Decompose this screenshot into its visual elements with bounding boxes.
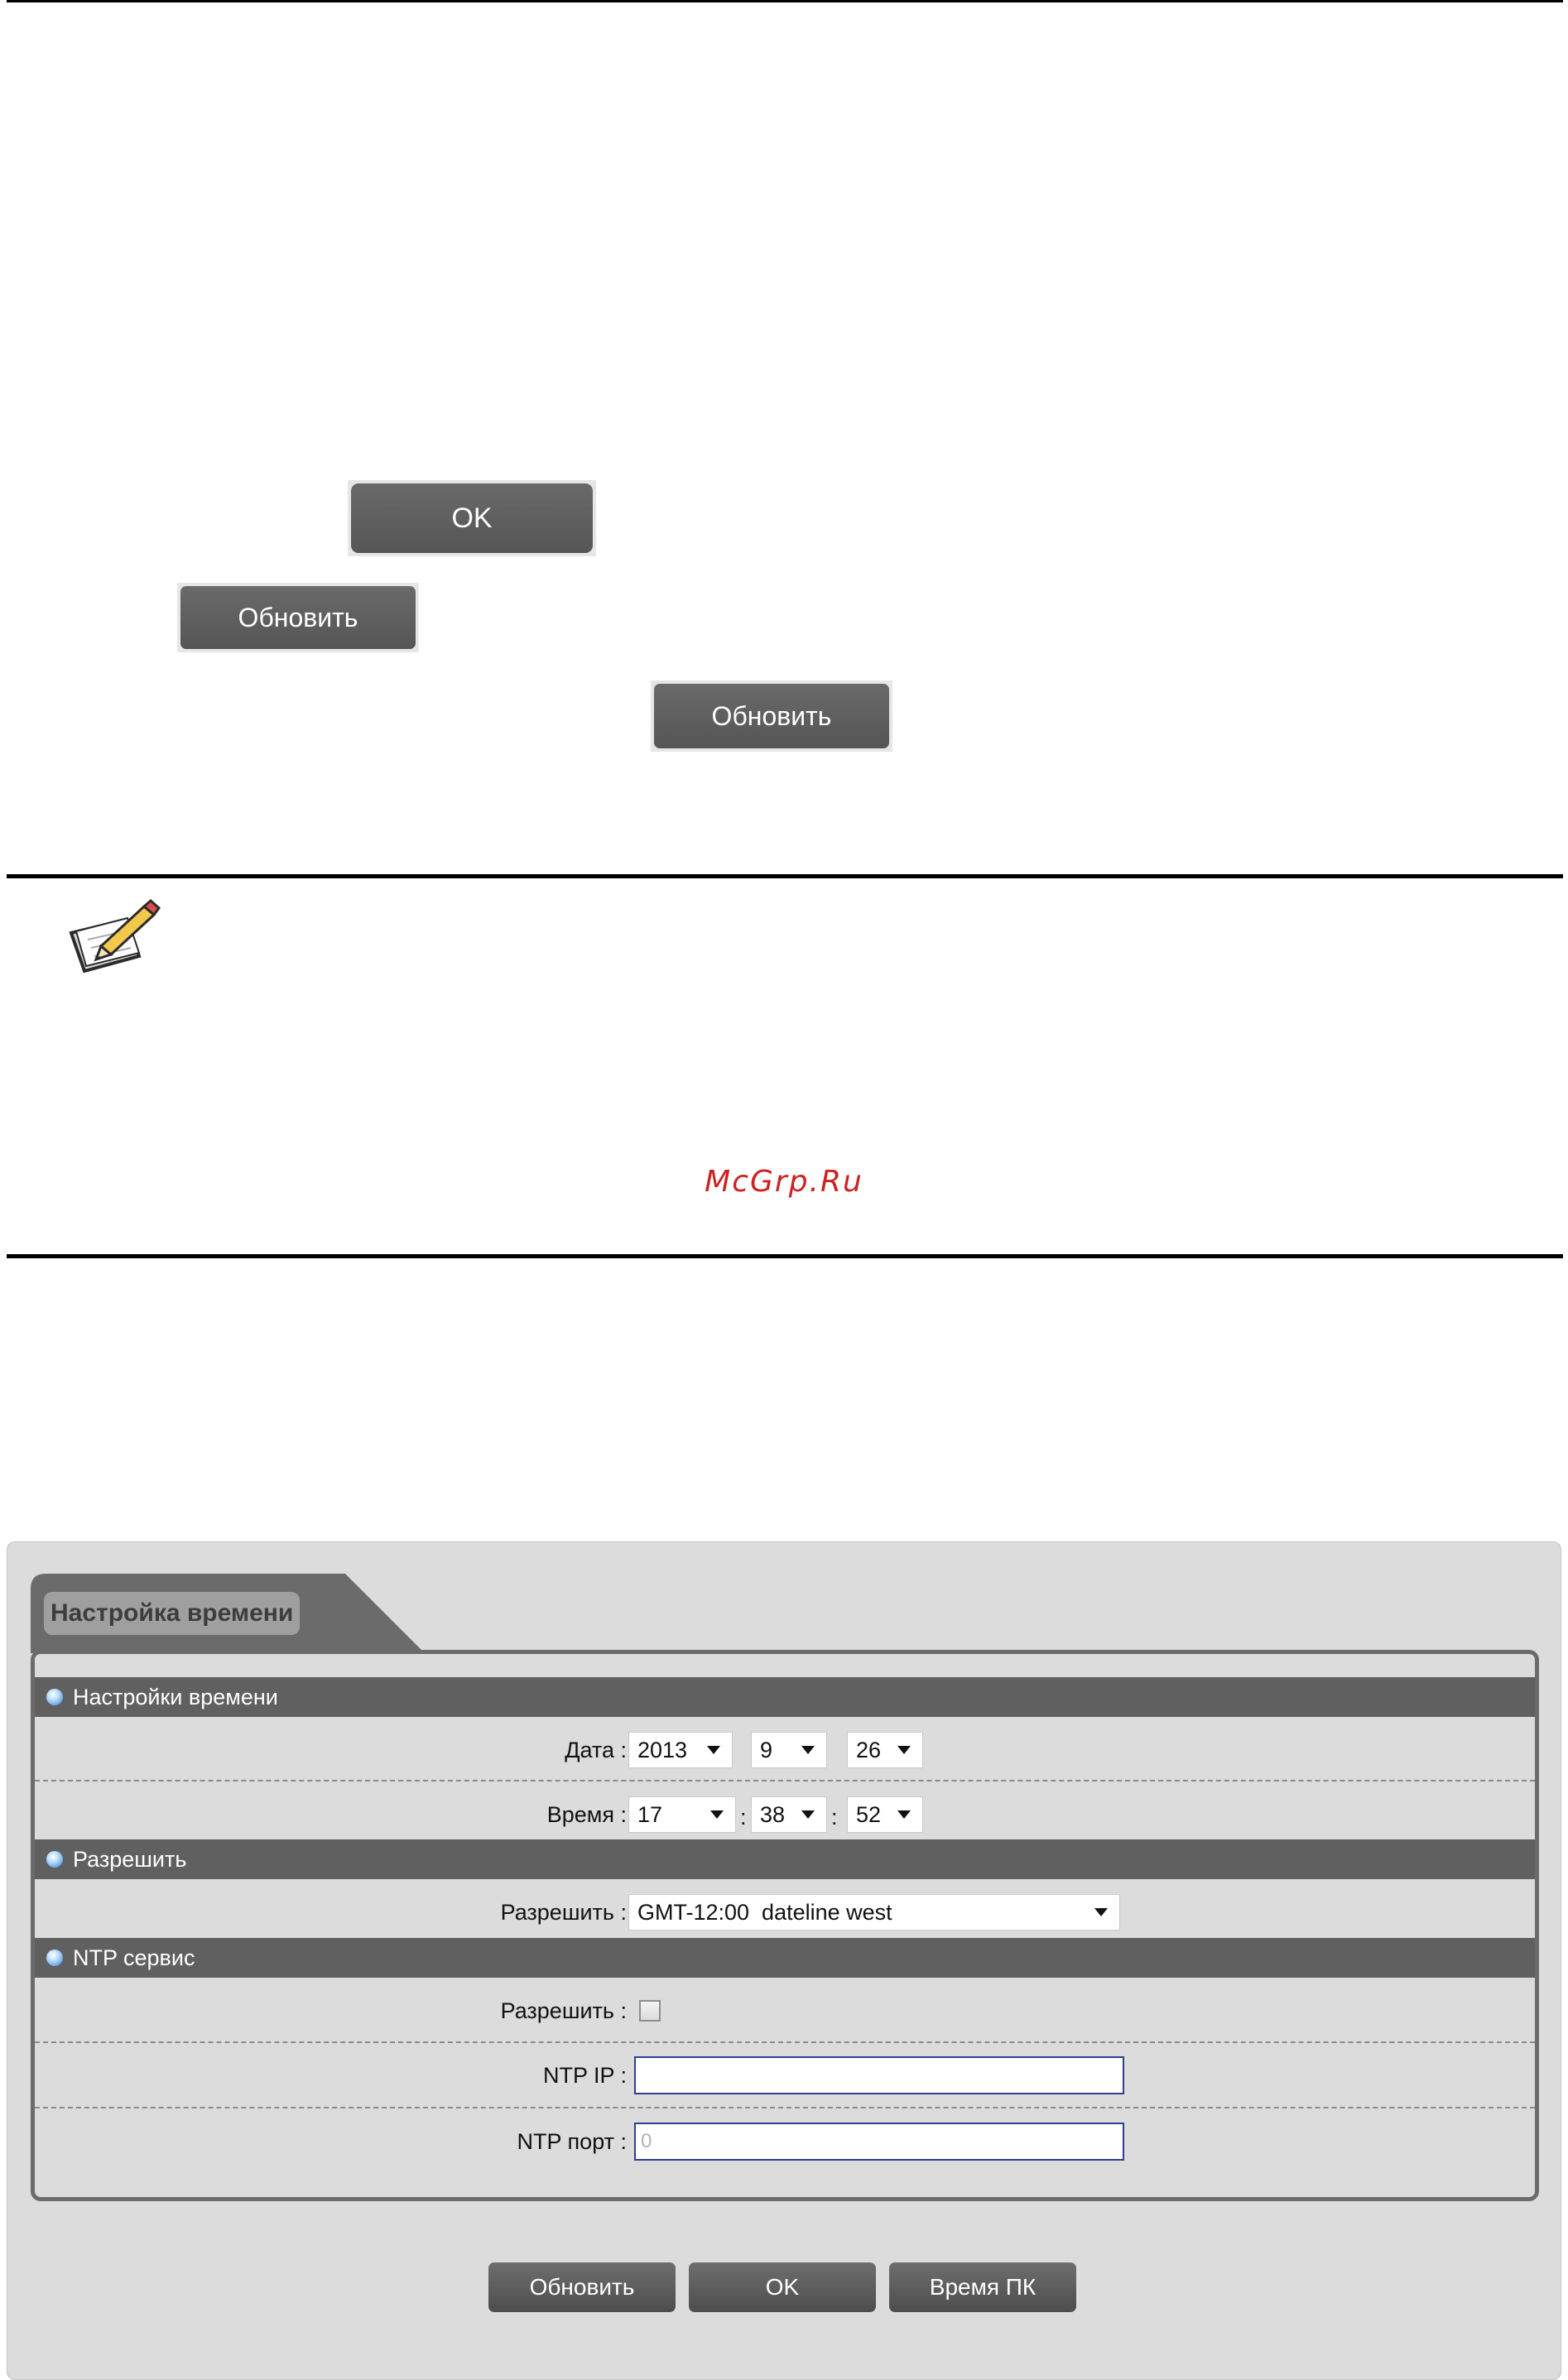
pc-time-button[interactable]: Время ПК xyxy=(889,2262,1076,2312)
time-colon: : xyxy=(831,1805,838,1829)
time-colon: : xyxy=(740,1805,747,1829)
select-value: 38 xyxy=(760,1801,786,1827)
time-hour-select[interactable] xyxy=(628,1796,736,1833)
section-ntp xyxy=(35,1938,1535,1978)
ok-button[interactable]: OK xyxy=(351,483,593,553)
section-title: NTP сервис xyxy=(73,1945,195,1970)
chevron-down-icon xyxy=(801,1810,815,1819)
section-bullet-icon xyxy=(46,1851,63,1868)
note-top-rule xyxy=(7,874,1563,878)
ntp-enable-label: Разрешить : xyxy=(500,1998,627,2023)
refresh-button[interactable]: Обновить xyxy=(180,586,416,649)
ok-button[interactable]: OK xyxy=(689,2262,876,2312)
ntp-enable-checkbox[interactable] xyxy=(639,2000,661,2022)
time-label: Время : xyxy=(546,1802,627,1827)
ok-button-frame xyxy=(348,480,596,556)
row-divider xyxy=(35,1780,1535,1781)
row-divider xyxy=(35,2107,1535,2108)
date-label: Дата : xyxy=(565,1738,627,1762)
chevron-down-icon xyxy=(710,1810,724,1819)
timezone-select[interactable] xyxy=(628,1894,1120,1930)
chevron-down-icon xyxy=(707,1746,720,1754)
timezone-label: Разрешить : xyxy=(500,1900,627,1925)
select-value: GMT-12:00 dateline west xyxy=(637,1899,892,1925)
ntp-port-label: NTP порт : xyxy=(517,2129,627,2154)
section-bullet-icon xyxy=(46,1689,63,1705)
section-timezone xyxy=(35,1839,1535,1879)
tab-time-settings[interactable]: Настройка времени xyxy=(44,1592,300,1635)
time-minute-select[interactable] xyxy=(751,1796,827,1833)
select-value: 2013 xyxy=(637,1737,688,1762)
refresh-button[interactable]: Обновить xyxy=(654,684,889,748)
select-value: 9 xyxy=(760,1737,773,1762)
select-value: 26 xyxy=(856,1737,882,1762)
date-year-select[interactable] xyxy=(628,1732,733,1768)
chevron-down-icon xyxy=(897,1810,911,1819)
time-second-select[interactable] xyxy=(847,1796,923,1833)
settings-form xyxy=(31,1650,1539,2201)
select-value: 52 xyxy=(856,1801,882,1827)
note-icon xyxy=(63,898,162,981)
refresh-button-frame-1 xyxy=(177,583,419,652)
watermark: McGrp.Ru xyxy=(705,1165,863,1199)
section-title: Разрешить xyxy=(73,1846,187,1872)
ntp-port-input[interactable]: 0 xyxy=(634,2123,1124,2161)
chevron-down-icon xyxy=(801,1746,815,1754)
ntp-ip-input[interactable] xyxy=(634,2056,1124,2094)
date-day-select[interactable] xyxy=(847,1732,923,1768)
section-time-settings xyxy=(35,1677,1535,1717)
select-value: 17 xyxy=(637,1801,663,1827)
chevron-down-icon xyxy=(1094,1908,1108,1916)
top-rule xyxy=(7,0,1563,2)
note-bottom-rule xyxy=(7,1254,1563,1258)
section-bullet-icon xyxy=(46,1950,63,1966)
date-month-select[interactable] xyxy=(751,1732,827,1768)
chevron-down-icon xyxy=(897,1746,911,1754)
ntp-ip-label: NTP IP : xyxy=(542,2063,627,2088)
refresh-button-frame-2 xyxy=(651,680,892,752)
row-divider xyxy=(35,2041,1535,2043)
section-title: Настройки времени xyxy=(73,1684,278,1709)
time-settings-panel xyxy=(7,1541,1561,2380)
refresh-button[interactable]: Обновить xyxy=(488,2262,676,2312)
